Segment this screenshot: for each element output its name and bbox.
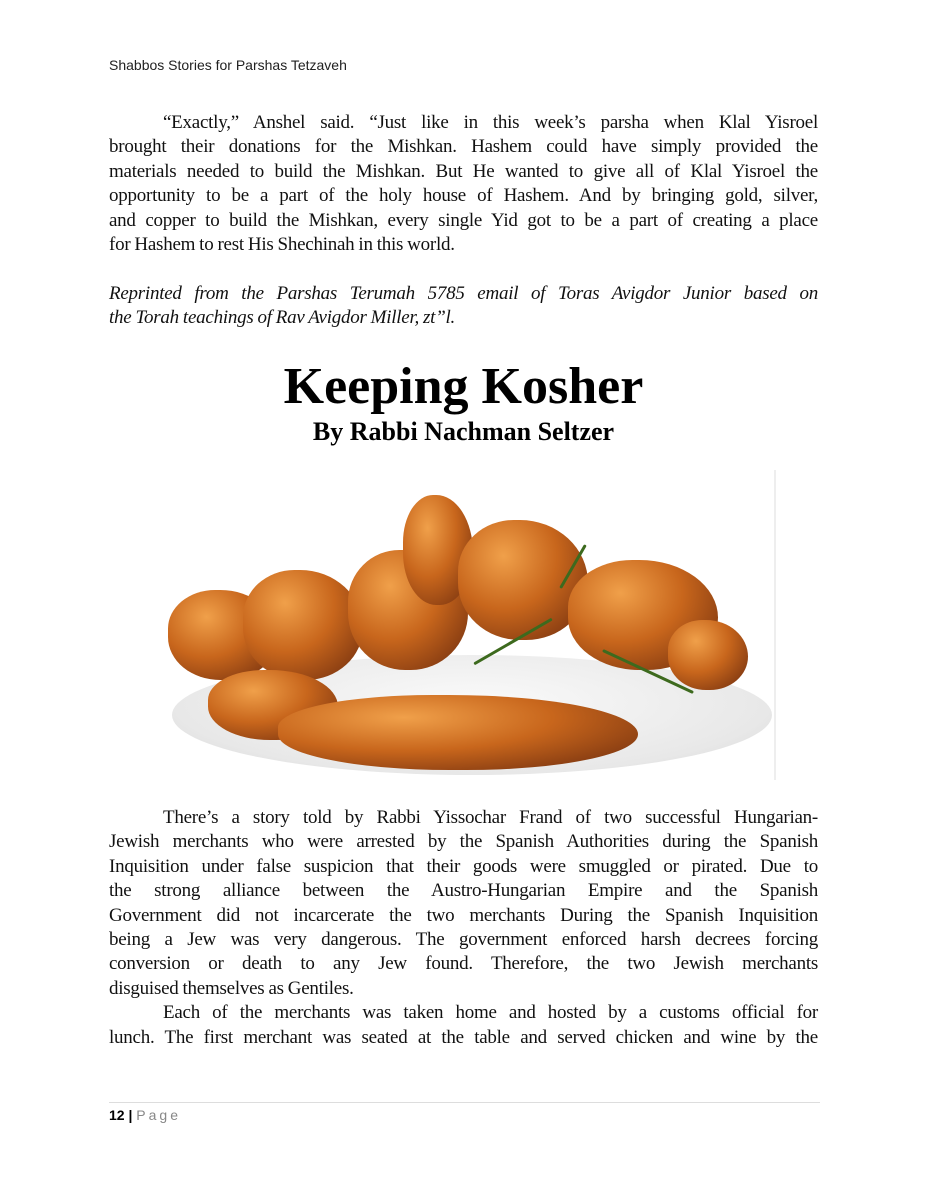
text-line: Government did not incarcerate the two merchants During the Spanish Inquisition [109, 904, 818, 926]
running-header: Shabbos Stories for Parshas Tetzaveh [109, 57, 347, 73]
paragraph-story [109, 806, 818, 1050]
text-line: the strong alliance between the Austro-Hungarian Empire and the Spanish [109, 880, 818, 902]
reprint-credit [109, 282, 818, 331]
text-line: “Exactly,” Anshel said. “Just like in this week’s parsha when Klal Yisroel [163, 112, 818, 133]
chicken-piece [243, 570, 363, 680]
chicken-piece [668, 620, 748, 690]
text-line: brought their donations for the Mishkan. Hashem could have simply provided the [109, 136, 818, 158]
footer-separator: | [128, 1107, 133, 1123]
text-line: conversion or death to any Jew found. Therefore, the two Jewish merchants [109, 953, 818, 975]
paragraph-anshel [109, 111, 818, 257]
page-label: Page [136, 1107, 181, 1123]
text-line: Reprinted from the Parshas Terumah 5785 email of Toras Avigdor Junior based on [109, 283, 818, 304]
text-line: Jewish merchants who were arrested by the Spanish Authorities during the Spanish [109, 831, 818, 853]
page-footer [109, 1107, 181, 1123]
text-line: Each of the merchants was taken home and hosted by a customs official for [163, 1002, 818, 1024]
text-line: There’s a story told by Rabbi Yissochar Frand of two successful Hungarian- [163, 807, 818, 828]
text-line: disguised themselves as Gentiles. [109, 977, 354, 999]
text-line: lunch. The first merchant was seated at the table and served chicken and wine by the [109, 1026, 818, 1048]
text-line: the Torah teachings of Rav Avigdor Miller, zt”l. [109, 307, 456, 329]
text-line: Inquisition under false suspicion that their goods were smuggled or pirated. Due to [109, 855, 818, 877]
chicken-piece [278, 695, 638, 770]
text-line: and copper to build the Mishkan, every single Yid got to be a part of creating a place [109, 209, 818, 231]
text-line: being a Jew was very dangerous. The government enforced harsh decrees forcing [109, 929, 818, 951]
text-line: materials needed to build the Mishkan. But He wanted to give all of Klal Yisroel the [109, 160, 818, 182]
page-number: 12 [109, 1107, 125, 1123]
footer-divider [109, 1102, 820, 1103]
article-byline: By Rabbi Nachman Seltzer [312, 417, 615, 446]
chicken-photo [168, 470, 776, 780]
text-line: for Hashem to rest His Shechinah in this world. [109, 234, 455, 256]
text-line: opportunity to be a part of the holy house of Hashem. And by bringing gold, silver, [109, 185, 818, 207]
article-title: Keeping Kosher [283, 358, 644, 415]
